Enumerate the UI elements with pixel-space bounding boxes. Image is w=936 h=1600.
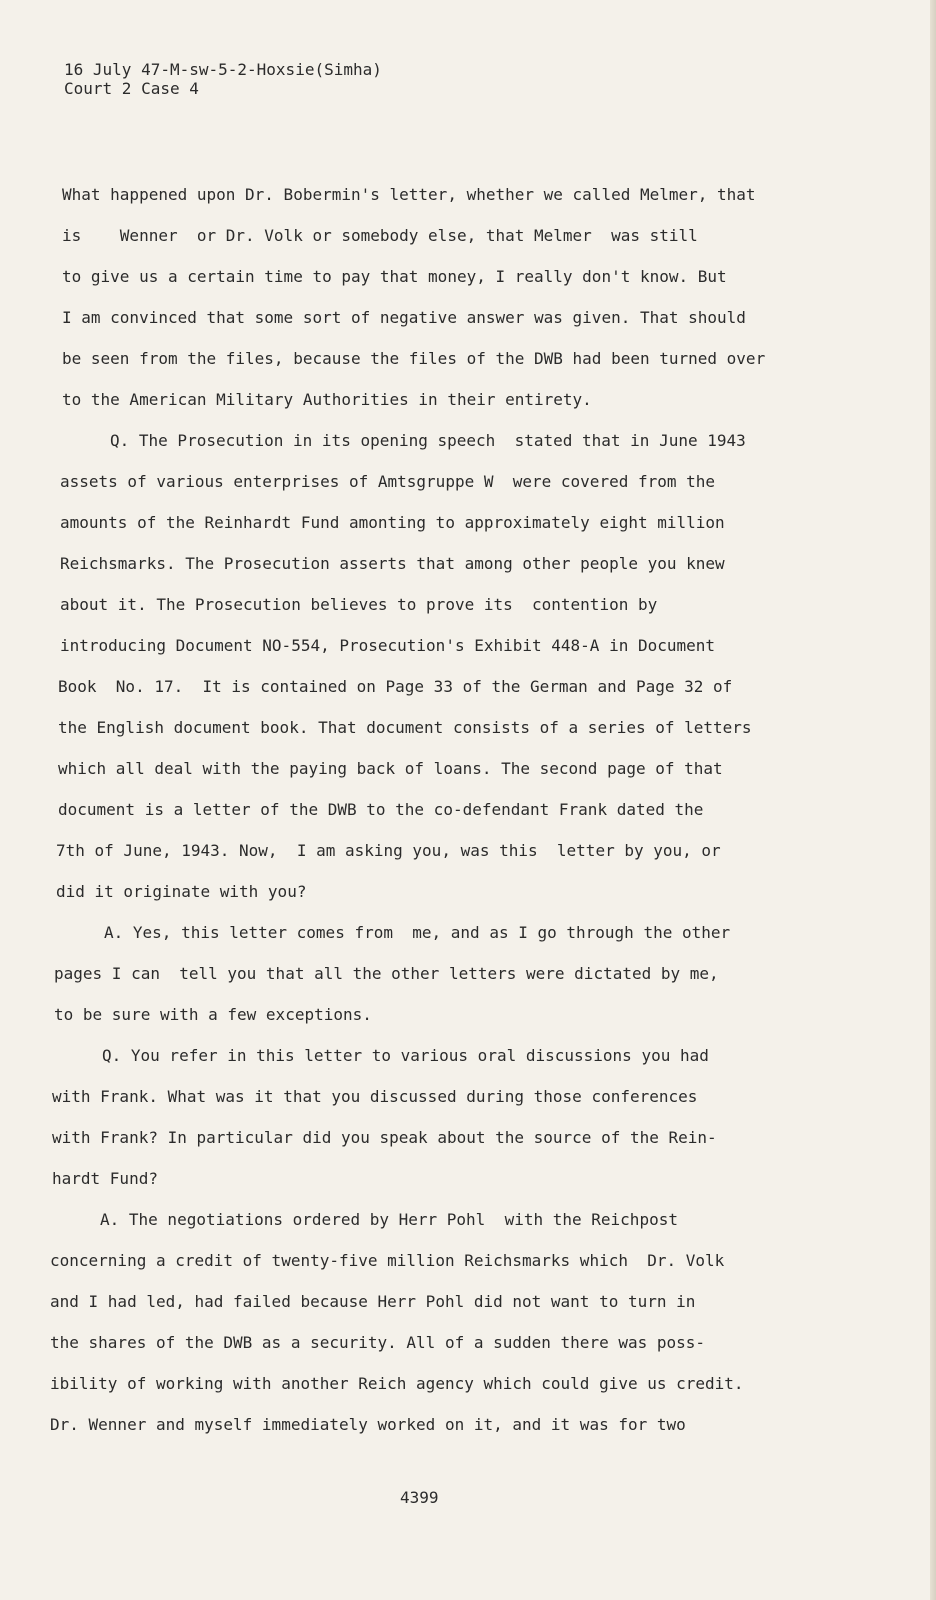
body-line: which all deal with the paying back of loans. The second page of that <box>58 759 723 778</box>
body-line: 7th of June, 1943. Now, I am asking you, was this letter by you, or <box>56 841 721 860</box>
body-line: amounts of the Reinhardt Fund amonting to approximately eight million <box>60 513 725 532</box>
page-edge-shadow <box>930 0 936 1600</box>
body-line: about it. The Prosecution believes to prove its contention by <box>60 595 658 614</box>
body-line: introducing Document NO-554, Prosecution's Exhibit 448-A in Document <box>60 636 716 655</box>
header <box>64 60 382 98</box>
header-line-date-ref: 16 July 47-M-sw-5-2-Hoxsie(Simha) <box>64 60 382 79</box>
body-line: Book No. 17. It is contained on Page 33 of the German and Page 32 of <box>58 677 733 696</box>
body-line: be seen from the files, because the files of the DWB had been turned over <box>62 349 766 368</box>
body-line: concerning a credit of twenty-five million Reichsmarks which Dr. Volk <box>50 1251 725 1270</box>
body-line: did it originate with you? <box>56 882 307 901</box>
page-number: 4399 <box>400 1488 439 1507</box>
body-line: ibility of working with another Reich agency which could give us credit. <box>50 1374 744 1393</box>
header-line-court-case: Court 2 Case 4 <box>64 79 199 98</box>
body-line: document is a letter of the DWB to the co-defendant Frank dated the <box>58 800 704 819</box>
body-line: A. The negotiations ordered by Herr Pohl with the Reichpost <box>100 1210 678 1229</box>
body-line: to be sure with a few exceptions. <box>54 1005 372 1024</box>
body-line: What happened upon Dr. Bobermin's letter, whether we called Melmer, that <box>62 185 756 204</box>
body-line: hardt Fund? <box>52 1169 158 1188</box>
body-line: to the American Military Authorities in their entirety. <box>62 390 592 409</box>
body-line: I am convinced that some sort of negative answer was given. That should <box>62 308 746 327</box>
body-line: pages I can tell you that all the other letters were dictated by me, <box>54 964 719 983</box>
body-line: is Wenner or Dr. Volk or somebody else, that Melmer was still <box>62 226 698 245</box>
body-line: the English document book. That document consists of a series of letters <box>58 718 752 737</box>
body-line: Q. The Prosecution in its opening speech stated that in June 1943 <box>110 431 746 450</box>
body-line: Reichsmarks. The Prosecution asserts that among other people you knew <box>60 554 725 573</box>
body-line: Dr. Wenner and myself immediately worked on it, and it was for two <box>50 1415 686 1434</box>
body-line: to give us a certain time to pay that money, I really don't know. But <box>62 267 727 286</box>
body-line: the shares of the DWB as a security. All of a sudden there was poss- <box>50 1333 706 1352</box>
body-line: and I had led, had failed because Herr Pohl did not want to turn in <box>50 1292 696 1311</box>
body-line: A. Yes, this letter comes from me, and as I go through the other <box>104 923 731 942</box>
body-line: with Frank. What was it that you discussed during those conferences <box>52 1087 698 1106</box>
body-line: Q. You refer in this letter to various oral discussions you had <box>102 1046 709 1065</box>
body-line: with Frank? In particular did you speak about the source of the Rein- <box>52 1128 717 1147</box>
body-line: assets of various enterprises of Amtsgruppe W were covered from the <box>60 472 716 491</box>
